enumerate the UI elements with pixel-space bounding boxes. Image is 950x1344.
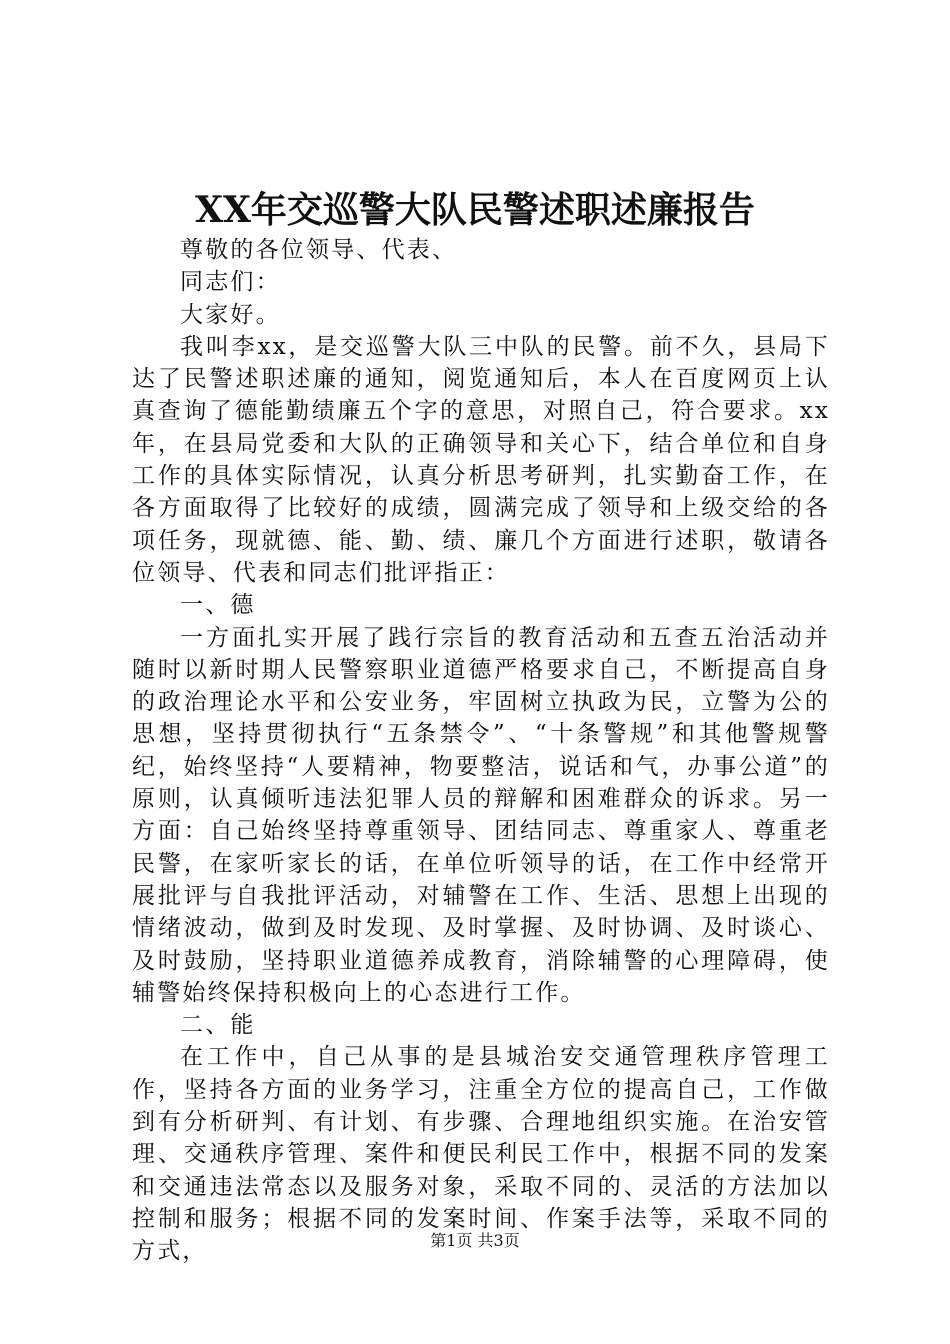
body-paragraph: 一方面扎实开展了践行宗旨的教育活动和五查五治活动并随时以新时期人民警察职业道德严格要求自己，不断提高自身的政治理论水平和公安业务，牢固树立执政为民，立警为公的思想，坚持贯彻执行“五条禁令”、“十条警规”和其他警规警纪，始终坚持“人要精神，物要整洁，说话和气，办事公道”的原则，认真倾听违法犯罪人员的辩解和困难群众的诉求。另一方面：自己始终坚持尊重领导、团结同志、尊重家人、尊重老民警，在家听家长的话，在单位听领导的话，在工作中经常开展批评与自我批评活动，对辅警在工作、生活、思想上出现的情绪波动，做到及时发现、及时掌握、及时协调、及时谈心、及时鼓励，坚持职业道德养成教育，消除辅警的心理障碍，使辅警始终保持积极向上的心态进行工作。 — [132, 624, 830, 1006]
salutation-line: 尊敬的各位领导、代表、 — [180, 237, 458, 263]
salutation-line: 同志们： — [180, 269, 281, 296]
greeting-line: 大家好。 — [180, 301, 281, 328]
document-body — [132, 234, 830, 1268]
document-title: XX年交巡警大队民警述职述廉报告 — [195, 189, 755, 231]
body-paragraph: 在工作中，自己从事的是县城治安交通管理秩序管理工作，坚持各方面的业务学习，注重全方位的提高自己，工作做到有分析研判、有计划、有步骤、合理地组织实施。在治安管理、交通秩序管理、案件和便民利民工作中，根据不同的发案和交通违法常态以及服务对象，采取不同的、灵活的方法加以控制和服务；根据不同的发案时间、作案手法等，采取不同的方式， — [132, 1044, 830, 1265]
section-heading: 二、能 — [180, 1012, 256, 1039]
page-footer: 第1页 共3页 — [430, 1231, 520, 1250]
section-heading: 一、德 — [180, 592, 256, 619]
intro-paragraph: 我叫李xx，是交巡警大队三中队的民警。前不久，县局下达了民警述职述廉的通知，阅览通知后，本人在百度网页上认真查询了德能勤绩廉五个字的意思，对照自己，符合要求。xx年，在县局党委和大队的正确领导和关心下，结合单位和自身工作的具体实际情况，认真分析思考研判，扎实勤奋工作，在各方面取得了比较好的成绩，圆满完成了领导和上级交给的各项任务，现就德、能、勤、绩、廉几个方面进行述职，敬请各位领导、代表和同志们批评指正： — [132, 333, 830, 586]
